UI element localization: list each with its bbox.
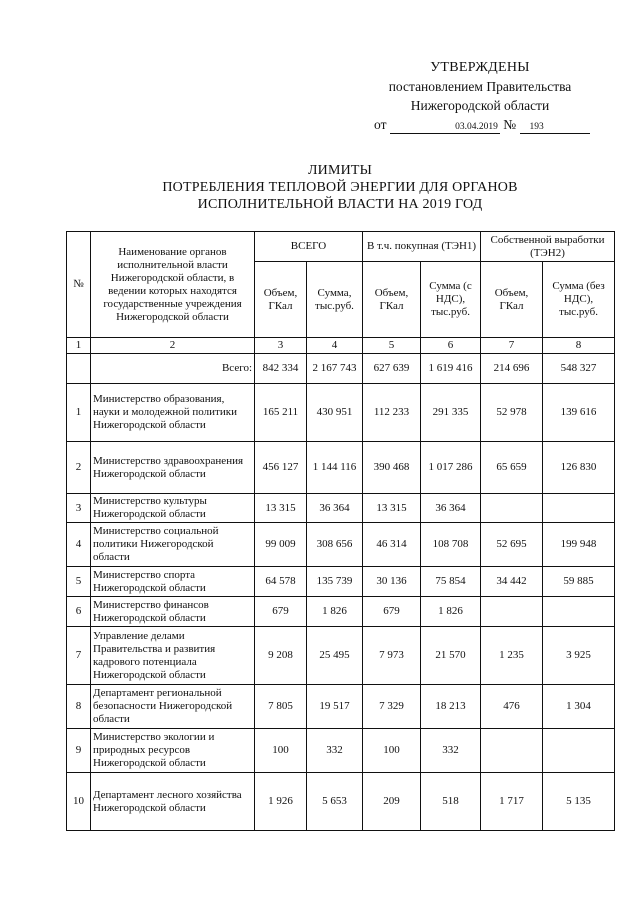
document-title (60, 162, 620, 213)
sum-own-cell: 59 885 (543, 567, 615, 597)
sum-total-cell: 5 653 (307, 773, 363, 831)
table-row (67, 685, 615, 729)
approval-line-2: Нижегородской области (410, 98, 550, 113)
vol-purchased-cell: 209 (363, 773, 421, 831)
total-label: Всего: (91, 354, 255, 384)
vol-total-cell: 64 578 (255, 567, 307, 597)
vol-total-cell: 456 127 (255, 442, 307, 494)
index-cell: 6 (421, 338, 481, 354)
row-num-cell: 7 (67, 627, 91, 685)
sum-purchased-cell: 18 213 (421, 685, 481, 729)
vol-purchased-cell: 7 973 (363, 627, 421, 685)
sum-purchased-cell: 332 (421, 729, 481, 773)
sum-total-cell: 308 656 (307, 523, 363, 567)
org-name-cell: Министерство здравоохранения Нижегородской области (91, 442, 255, 494)
sum-own-cell: 199 948 (543, 523, 615, 567)
org-name-cell: Управление делами Правительства и развития кадрового потенциала Нижегородской области (91, 627, 255, 685)
sum-purchased-cell: 518 (421, 773, 481, 831)
total-vol-purchased: 627 639 (363, 354, 421, 384)
vol-own-cell: 52 695 (481, 523, 543, 567)
row-num-cell: 10 (67, 773, 91, 831)
approval-number: 193 (520, 121, 590, 134)
sum-total-cell: 1 826 (307, 597, 363, 627)
vol-own-cell: 52 978 (481, 384, 543, 442)
sum-own-cell: 126 830 (543, 442, 615, 494)
vol-purchased-cell: 112 233 (363, 384, 421, 442)
sum-purchased-cell: 75 854 (421, 567, 481, 597)
row-num-cell: 5 (67, 567, 91, 597)
sum-purchased-cell: 1 017 286 (421, 442, 481, 494)
vol-own-cell (481, 729, 543, 773)
table-row (67, 523, 615, 567)
sum-purchased-cell: 291 335 (421, 384, 481, 442)
row-num-cell: 4 (67, 523, 91, 567)
vol-total-cell: 9 208 (255, 627, 307, 685)
row-num-cell: 6 (67, 597, 91, 627)
vol-total-cell: 1 926 (255, 773, 307, 831)
header-purchased: В т.ч. покупная (ТЭН1) (363, 232, 481, 262)
vol-own-cell: 1 717 (481, 773, 543, 831)
sum-own-cell (543, 597, 615, 627)
sum-purchased-cell: 1 826 (421, 597, 481, 627)
index-row (67, 338, 615, 354)
header-sum-own: Сумма (без НДС), тыс.руб. (543, 262, 615, 338)
org-name-cell: Министерство спорта Нижегородской области (91, 567, 255, 597)
vol-own-cell (481, 494, 543, 523)
header-total: ВСЕГО (255, 232, 363, 262)
index-cell: 3 (255, 338, 307, 354)
approval-line-1: постановлением Правительства (388, 79, 572, 94)
org-name-cell: Министерство культуры Нижегородской области (91, 494, 255, 523)
sum-total-cell: 332 (307, 729, 363, 773)
header-vol-own: Объем, ГКал (481, 262, 543, 338)
header-own: Собственной выработки (ТЭН2) (481, 232, 615, 262)
sum-own-cell (543, 494, 615, 523)
vol-total-cell: 13 315 (255, 494, 307, 523)
sum-total-cell: 19 517 (307, 685, 363, 729)
vol-purchased-cell: 46 314 (363, 523, 421, 567)
org-name-cell: Департамент лесного хозяйства Нижегородской области (91, 773, 255, 831)
org-name-cell: Министерство финансов Нижегородской области (91, 597, 255, 627)
vol-purchased-cell: 13 315 (363, 494, 421, 523)
org-name-cell: Департамент региональной безопасности Нижегородской области (91, 685, 255, 729)
sum-own-cell: 139 616 (543, 384, 615, 442)
vol-purchased-cell: 390 468 (363, 442, 421, 494)
title-line-2: ПОТРЕБЛЕНИЯ ТЕПЛОВОЙ ЭНЕРГИИ ДЛЯ ОРГАНОВ (162, 180, 518, 195)
index-cell: 2 (91, 338, 255, 354)
total-sum: 2 167 743 (307, 354, 363, 384)
vol-purchased-cell: 30 136 (363, 567, 421, 597)
title-line-1: ЛИМИТЫ (307, 163, 373, 178)
sum-own-cell: 1 304 (543, 685, 615, 729)
vol-own-cell: 65 659 (481, 442, 543, 494)
total-row (67, 354, 615, 384)
total-sum-own: 548 327 (543, 354, 615, 384)
table-row (67, 729, 615, 773)
sum-own-cell: 5 135 (543, 773, 615, 831)
sum-total-cell: 135 739 (307, 567, 363, 597)
row-num-cell: 2 (67, 442, 91, 494)
header-sum-purchased: Сумма (с НДС), тыс.руб. (421, 262, 481, 338)
vol-own-cell (481, 597, 543, 627)
approval-date-line (374, 115, 600, 134)
header-name: Наименование органов исполнительной власти Нижегородской области, в ведении которых находятся государственные учреждения Нижегородской области (91, 232, 255, 338)
total-sum-purchased: 1 619 416 (421, 354, 481, 384)
row-num-cell: 1 (67, 384, 91, 442)
vol-own-cell: 34 442 (481, 567, 543, 597)
vol-total-cell: 99 009 (255, 523, 307, 567)
table-row (67, 773, 615, 831)
approval-block (360, 58, 600, 134)
sum-total-cell: 1 144 116 (307, 442, 363, 494)
row-num-cell: 9 (67, 729, 91, 773)
org-name-cell: Министерство образования, науки и молодежной политики Нижегородской области (91, 384, 255, 442)
approval-date: 03.04.2019 (390, 121, 500, 134)
index-cell: 8 (543, 338, 615, 354)
table-row (67, 627, 615, 685)
table-row (67, 494, 615, 523)
vol-purchased-cell: 679 (363, 597, 421, 627)
vol-own-cell: 1 235 (481, 627, 543, 685)
from-label: от (374, 117, 387, 132)
index-cell: 1 (67, 338, 91, 354)
sum-total-cell: 36 364 (307, 494, 363, 523)
title-line-3: ИСПОЛНИТЕЛЬНОЙ ВЛАСТИ НА 2019 ГОД (197, 197, 483, 212)
table-row (67, 384, 615, 442)
index-cell: 4 (307, 338, 363, 354)
table-row (67, 442, 615, 494)
sum-purchased-cell: 21 570 (421, 627, 481, 685)
row-num-cell: 3 (67, 494, 91, 523)
sum-total-cell: 25 495 (307, 627, 363, 685)
vol-purchased-cell: 100 (363, 729, 421, 773)
vol-total-cell: 7 805 (255, 685, 307, 729)
sum-own-cell (543, 729, 615, 773)
sum-purchased-cell: 108 708 (421, 523, 481, 567)
approval-title: УТВЕРЖДЕНЫ (430, 60, 530, 75)
vol-total-cell: 100 (255, 729, 307, 773)
number-label: № (503, 117, 517, 132)
index-cell: 5 (363, 338, 421, 354)
total-num-cell (67, 354, 91, 384)
sum-total-cell: 430 951 (307, 384, 363, 442)
sum-purchased-cell: 36 364 (421, 494, 481, 523)
org-name-cell: Министерство социальной политики Нижегородской области (91, 523, 255, 567)
table-row (67, 597, 615, 627)
row-num-cell: 8 (67, 685, 91, 729)
total-vol-own: 214 696 (481, 354, 543, 384)
header-num: № (67, 232, 91, 338)
header-vol-total: Объем, ГКал (255, 262, 307, 338)
vol-purchased-cell: 7 329 (363, 685, 421, 729)
index-cell: 7 (481, 338, 543, 354)
org-name-cell: Министерство экологии и природных ресурсов Нижегородской области (91, 729, 255, 773)
header-vol-purchased: Объем, ГКал (363, 262, 421, 338)
vol-own-cell: 476 (481, 685, 543, 729)
table-row (67, 567, 615, 597)
vol-total-cell: 165 211 (255, 384, 307, 442)
header-sum-total: Сумма, тыс.руб. (307, 262, 363, 338)
total-vol: 842 334 (255, 354, 307, 384)
vol-total-cell: 679 (255, 597, 307, 627)
limits-table (66, 231, 615, 831)
sum-own-cell: 3 925 (543, 627, 615, 685)
